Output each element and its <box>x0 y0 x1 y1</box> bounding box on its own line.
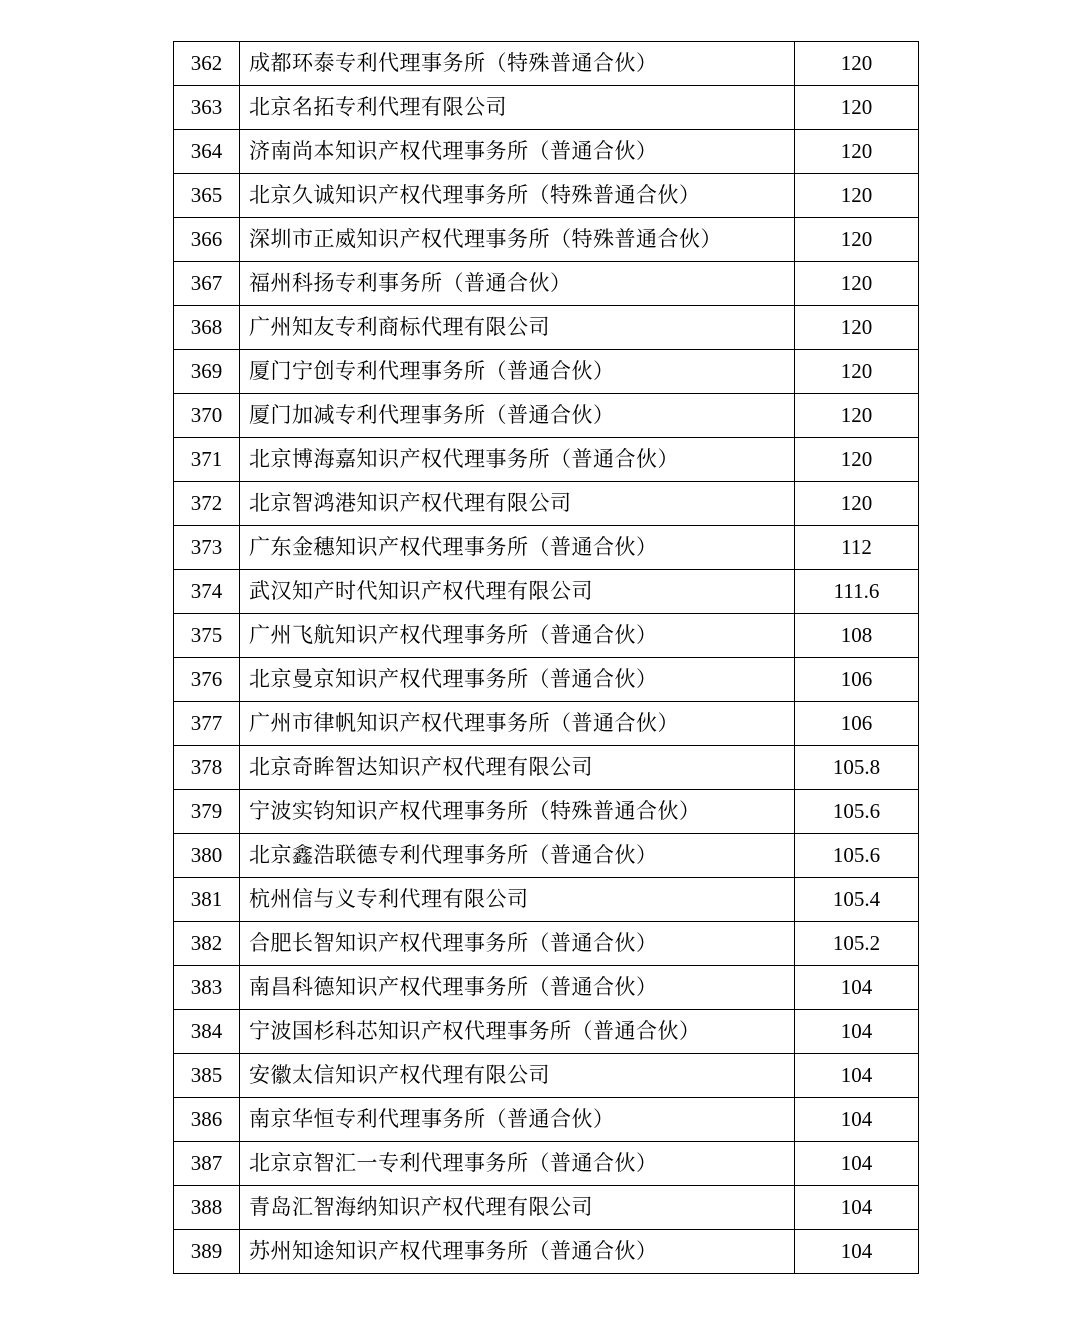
agency-name-cell: 合肥长智知识产权代理事务所（普通合伙） <box>240 922 795 966</box>
agency-name-cell: 南京华恒专利代理事务所（普通合伙） <box>240 1098 795 1142</box>
table-row <box>174 966 919 1010</box>
rank-number-cell: 362 <box>174 42 240 86</box>
rank-number-cell: 380 <box>174 834 240 878</box>
table-row <box>174 42 919 86</box>
table-row <box>174 482 919 526</box>
rank-number-cell: 363 <box>174 86 240 130</box>
agency-name-cell: 广州飞航知识产权代理事务所（普通合伙） <box>240 614 795 658</box>
table-row <box>174 834 919 878</box>
table-row <box>174 790 919 834</box>
agency-name-cell: 深圳市正威知识产权代理事务所（特殊普通合伙） <box>240 218 795 262</box>
agency-name-cell: 北京智鸿港知识产权代理有限公司 <box>240 482 795 526</box>
rank-number-cell: 367 <box>174 262 240 306</box>
agency-name-cell: 武汉知产时代知识产权代理有限公司 <box>240 570 795 614</box>
score-cell: 120 <box>795 86 919 130</box>
score-cell: 120 <box>795 42 919 86</box>
agency-name-cell: 北京曼京知识产权代理事务所（普通合伙） <box>240 658 795 702</box>
table-row <box>174 86 919 130</box>
score-cell: 120 <box>795 306 919 350</box>
agency-name-cell: 北京久诚知识产权代理事务所（特殊普通合伙） <box>240 174 795 218</box>
agency-name-cell: 宁波国杉科芯知识产权代理事务所（普通合伙） <box>240 1010 795 1054</box>
table-row <box>174 1186 919 1230</box>
agency-name-cell: 宁波实钧知识产权代理事务所（特殊普通合伙） <box>240 790 795 834</box>
table-row <box>174 878 919 922</box>
score-cell: 120 <box>795 130 919 174</box>
score-cell: 104 <box>795 1054 919 1098</box>
score-cell: 104 <box>795 1142 919 1186</box>
rank-number-cell: 366 <box>174 218 240 262</box>
table-row <box>174 526 919 570</box>
score-cell: 120 <box>795 394 919 438</box>
score-cell: 108 <box>795 614 919 658</box>
rank-number-cell: 381 <box>174 878 240 922</box>
table-row <box>174 922 919 966</box>
rank-number-cell: 389 <box>174 1230 240 1274</box>
agency-name-cell: 成都环泰专利代理事务所（特殊普通合伙） <box>240 42 795 86</box>
agency-name-cell: 北京博海嘉知识产权代理事务所（普通合伙） <box>240 438 795 482</box>
table-row <box>174 306 919 350</box>
agency-name-cell: 厦门加减专利代理事务所（普通合伙） <box>240 394 795 438</box>
table-row <box>174 350 919 394</box>
table-row <box>174 394 919 438</box>
rank-number-cell: 385 <box>174 1054 240 1098</box>
agency-name-cell: 济南尚本知识产权代理事务所（普通合伙） <box>240 130 795 174</box>
agency-name-cell: 北京鑫浩联德专利代理事务所（普通合伙） <box>240 834 795 878</box>
score-cell: 105.2 <box>795 922 919 966</box>
table-row <box>174 438 919 482</box>
score-cell: 112 <box>795 526 919 570</box>
rank-number-cell: 371 <box>174 438 240 482</box>
rank-number-cell: 369 <box>174 350 240 394</box>
ranking-table <box>173 41 919 1274</box>
agency-name-cell: 安徽太信知识产权代理有限公司 <box>240 1054 795 1098</box>
table-row <box>174 658 919 702</box>
table-row <box>174 570 919 614</box>
score-cell: 120 <box>795 482 919 526</box>
table-row <box>174 1142 919 1186</box>
score-cell: 105.8 <box>795 746 919 790</box>
agency-name-cell: 广州知友专利商标代理有限公司 <box>240 306 795 350</box>
agency-name-cell: 广东金穗知识产权代理事务所（普通合伙） <box>240 526 795 570</box>
rank-number-cell: 364 <box>174 130 240 174</box>
rank-number-cell: 368 <box>174 306 240 350</box>
table-row <box>174 218 919 262</box>
agency-name-cell: 苏州知途知识产权代理事务所（普通合伙） <box>240 1230 795 1274</box>
table-row <box>174 1098 919 1142</box>
table-row <box>174 130 919 174</box>
rank-number-cell: 373 <box>174 526 240 570</box>
score-cell: 104 <box>795 1230 919 1274</box>
agency-name-cell: 青岛汇智海纳知识产权代理有限公司 <box>240 1186 795 1230</box>
score-cell: 111.6 <box>795 570 919 614</box>
agency-name-cell: 厦门宁创专利代理事务所（普通合伙） <box>240 350 795 394</box>
score-cell: 120 <box>795 218 919 262</box>
table-row <box>174 174 919 218</box>
score-cell: 104 <box>795 1010 919 1054</box>
agency-name-cell: 北京奇眸智达知识产权代理有限公司 <box>240 746 795 790</box>
agency-name-cell: 福州科扬专利事务所（普通合伙） <box>240 262 795 306</box>
rank-number-cell: 386 <box>174 1098 240 1142</box>
score-cell: 120 <box>795 174 919 218</box>
rank-number-cell: 370 <box>174 394 240 438</box>
table-row <box>174 1054 919 1098</box>
rank-number-cell: 372 <box>174 482 240 526</box>
score-cell: 104 <box>795 1098 919 1142</box>
agency-name-cell: 杭州信与义专利代理有限公司 <box>240 878 795 922</box>
table-row <box>174 746 919 790</box>
score-cell: 104 <box>795 1186 919 1230</box>
table-row <box>174 702 919 746</box>
agency-name-cell: 北京京智汇一专利代理事务所（普通合伙） <box>240 1142 795 1186</box>
score-cell: 120 <box>795 438 919 482</box>
rank-number-cell: 388 <box>174 1186 240 1230</box>
rank-number-cell: 365 <box>174 174 240 218</box>
rank-number-cell: 387 <box>174 1142 240 1186</box>
rank-number-cell: 379 <box>174 790 240 834</box>
score-cell: 105.6 <box>795 834 919 878</box>
rank-number-cell: 374 <box>174 570 240 614</box>
score-cell: 104 <box>795 966 919 1010</box>
score-cell: 120 <box>795 262 919 306</box>
agency-name-cell: 北京名拓专利代理有限公司 <box>240 86 795 130</box>
table-row <box>174 262 919 306</box>
table-row <box>174 614 919 658</box>
rank-number-cell: 384 <box>174 1010 240 1054</box>
rank-number-cell: 376 <box>174 658 240 702</box>
score-cell: 120 <box>795 350 919 394</box>
score-cell: 106 <box>795 702 919 746</box>
rank-number-cell: 375 <box>174 614 240 658</box>
score-cell: 105.4 <box>795 878 919 922</box>
table-row <box>174 1010 919 1054</box>
agency-name-cell: 南昌科德知识产权代理事务所（普通合伙） <box>240 966 795 1010</box>
rank-number-cell: 382 <box>174 922 240 966</box>
rank-number-cell: 378 <box>174 746 240 790</box>
table-row <box>174 1230 919 1274</box>
ranking-table-body <box>174 42 919 1274</box>
agency-name-cell: 广州市律帆知识产权代理事务所（普通合伙） <box>240 702 795 746</box>
rank-number-cell: 377 <box>174 702 240 746</box>
score-cell: 105.6 <box>795 790 919 834</box>
rank-number-cell: 383 <box>174 966 240 1010</box>
score-cell: 106 <box>795 658 919 702</box>
